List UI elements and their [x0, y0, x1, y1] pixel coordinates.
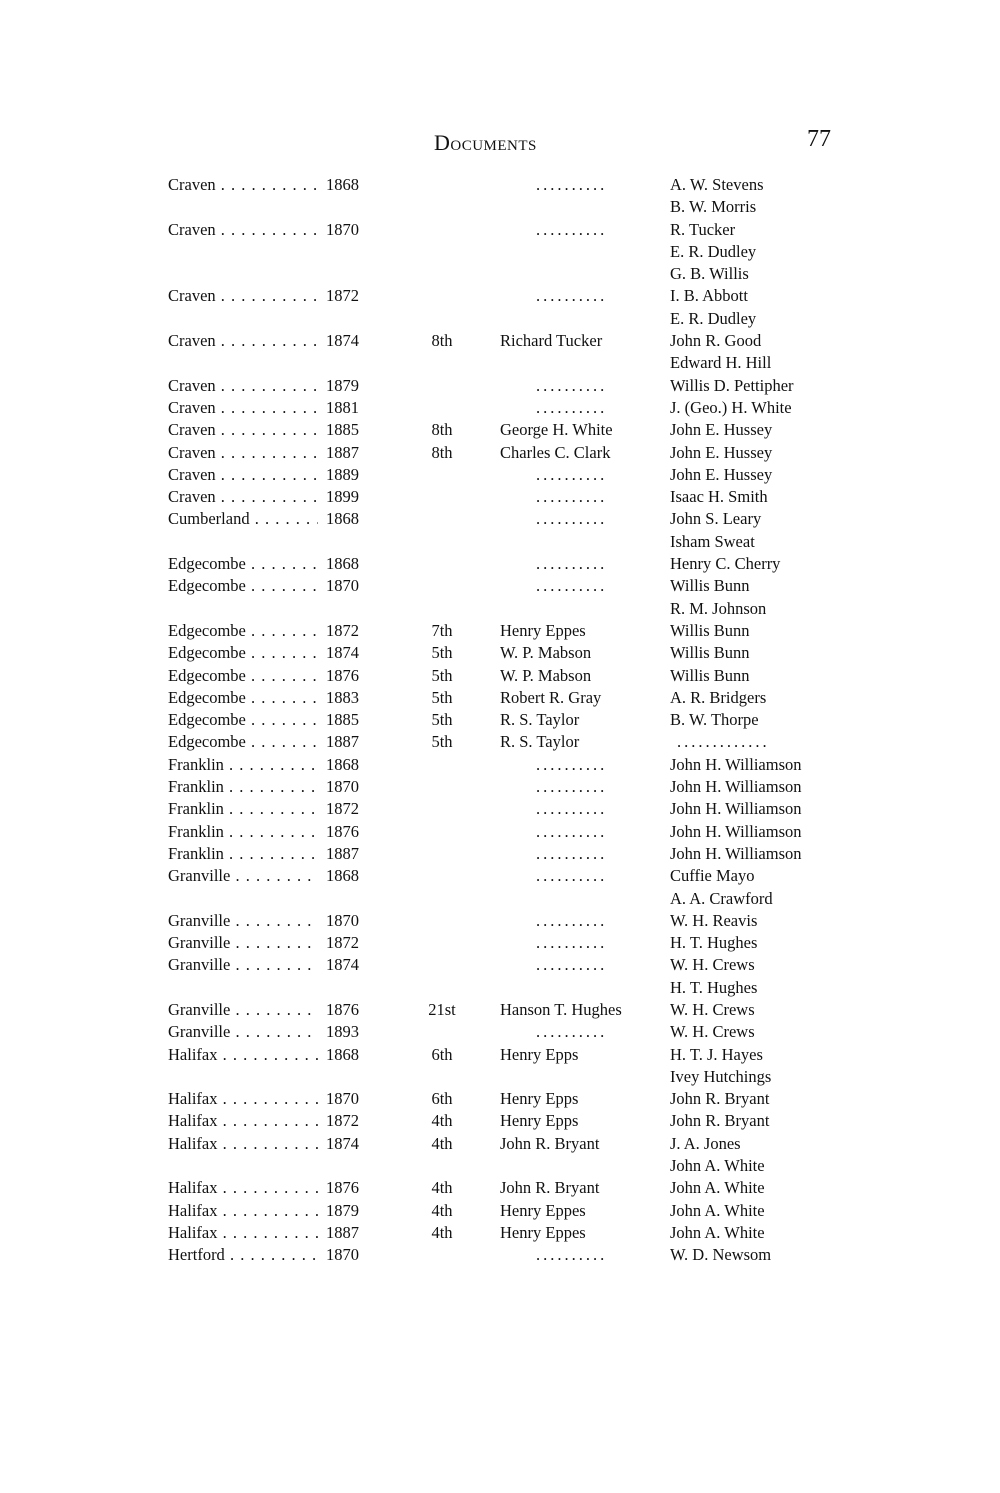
representative-cell: Ivey Hutchings: [670, 1066, 772, 1086]
representative-cell: John E. Hussey: [670, 464, 773, 484]
year-cell: 1870: [322, 219, 376, 241]
year-cell: 1870: [322, 1088, 376, 1110]
table-row: [0, 486, 1000, 508]
year-cell: 1868: [322, 1044, 376, 1066]
year-cell: 1885: [322, 709, 376, 731]
congressman-cell: ..........: [536, 866, 608, 886]
representative-cell: Isham Sweat: [670, 531, 755, 551]
year-cell: 1876: [322, 665, 376, 687]
county-cell: Franklin . . .: [168, 843, 318, 865]
table-row: [0, 821, 1000, 843]
representative-cell: J. A. Jones: [670, 1133, 741, 1153]
district-cell: 6th: [431, 1089, 453, 1109]
year-cell: 1868: [322, 865, 376, 887]
representative-cell: W. H. Reavis: [670, 910, 758, 930]
county-cell: Granville . . .: [168, 932, 318, 954]
county-cell: Craven . . .: [168, 285, 318, 307]
table-row: [0, 754, 1000, 776]
year-cell: 1889: [322, 464, 376, 486]
representative-cell: John S. Leary: [670, 509, 762, 529]
representative-cell: John H. Williamson: [670, 777, 802, 797]
district-cell: 4th: [431, 1178, 453, 1198]
congressman-cell: Hanson T. Hughes: [500, 999, 622, 1019]
representative-cell: E. R. Dudley: [670, 241, 757, 261]
table-row: [0, 442, 1000, 464]
county-cell: Cumberland . . .: [168, 508, 318, 530]
year-cell: 1870: [322, 776, 376, 798]
congressman-cell: ..........: [536, 843, 608, 863]
representative-cell: John A. White: [670, 1222, 765, 1242]
table-row: [0, 397, 1000, 419]
page-number: 77: [807, 126, 831, 152]
table-row: [0, 174, 1000, 196]
county-cell: Edgecombe . . .: [168, 731, 318, 753]
county-cell: Edgecombe . . .: [168, 575, 318, 597]
representative-cell: Edward H. Hill: [670, 353, 772, 373]
table-row: [0, 843, 1000, 865]
congressman-cell: Henry Epps: [500, 1111, 579, 1131]
year-cell: 1899: [322, 486, 376, 508]
representative-cell: H. T. J. Hayes: [670, 1044, 763, 1064]
year-cell: 1887: [322, 442, 376, 464]
representative-cell: E. R. Dudley: [670, 308, 757, 328]
representative-cell: John A. White: [670, 1156, 765, 1176]
year-cell: 1879: [322, 375, 376, 397]
year-cell: 1868: [322, 754, 376, 776]
county-cell: Franklin . . .: [168, 754, 318, 776]
representative-cell: Willis Bunn: [670, 643, 750, 663]
representative-cell: John A. White: [670, 1200, 765, 1220]
page-title: Documents: [434, 130, 537, 155]
district-cell: 21st: [428, 999, 456, 1019]
table-row: [0, 1200, 1000, 1222]
table-row: [0, 553, 1000, 575]
table-row: [0, 620, 1000, 642]
county-cell: Edgecombe . . .: [168, 665, 318, 687]
congressman-cell: ..........: [536, 777, 608, 797]
district-cell: 4th: [431, 1200, 453, 1220]
county-cell: Granville . . .: [168, 999, 318, 1021]
year-cell: 1870: [322, 575, 376, 597]
representative-cell: G. B. Willis: [670, 264, 749, 284]
year-cell: 1872: [322, 1110, 376, 1132]
congressman-cell: R. S. Taylor: [500, 732, 580, 752]
county-cell: Granville . . .: [168, 910, 318, 932]
table-row: [0, 375, 1000, 397]
district-cell: 8th: [431, 420, 453, 440]
table-row: [0, 1222, 1000, 1244]
county-cell: Halifax . . .: [168, 1177, 318, 1199]
table-row: [0, 865, 1000, 887]
representative-cell: John A. White: [670, 1178, 765, 1198]
representative-cell: B. W. Thorpe: [670, 710, 759, 730]
district-cell: 8th: [431, 331, 453, 351]
table-row: [0, 776, 1000, 798]
representative-cell: John E. Hussey: [670, 442, 773, 462]
district-cell: 8th: [431, 442, 453, 462]
representative-cell: John E. Hussey: [670, 420, 773, 440]
table-row: [0, 1133, 1000, 1155]
records-table: [0, 174, 1000, 1267]
table-row: [0, 1021, 1000, 1043]
county-cell: Edgecombe . . .: [168, 709, 318, 731]
table-row: [0, 196, 1000, 218]
county-cell: Halifax . . .: [168, 1088, 318, 1110]
county-cell: Craven . . .: [168, 397, 318, 419]
year-cell: 1870: [322, 1244, 376, 1266]
year-cell: 1883: [322, 687, 376, 709]
table-row: [0, 330, 1000, 352]
table-row: [0, 352, 1000, 374]
representative-cell: Willis Bunn: [670, 576, 750, 596]
representative-cell: I. B. Abbott: [670, 286, 748, 306]
year-cell: 1872: [322, 620, 376, 642]
district-cell: 4th: [431, 1222, 453, 1242]
congressman-cell: Charles C. Clark: [500, 442, 611, 462]
year-cell: 1868: [322, 553, 376, 575]
county-cell: Craven . . .: [168, 330, 318, 352]
representative-cell: A. A. Crawford: [670, 888, 773, 908]
year-cell: 1876: [322, 999, 376, 1021]
year-cell: 1885: [322, 419, 376, 441]
county-cell: Craven . . .: [168, 375, 318, 397]
congressman-cell: Richard Tucker: [500, 331, 603, 351]
year-cell: 1874: [322, 954, 376, 976]
congressman-cell: Henry Epps: [500, 1044, 579, 1064]
representative-cell: Willis D. Pettipher: [670, 375, 794, 395]
table-row: [0, 932, 1000, 954]
county-cell: Halifax . . .: [168, 1110, 318, 1132]
table-row: [0, 888, 1000, 910]
representative-cell: W. H. Crews: [670, 955, 755, 975]
table-row: [0, 508, 1000, 530]
table-row: [0, 241, 1000, 263]
table-row: [0, 731, 1000, 753]
table-row: [0, 464, 1000, 486]
year-cell: 1872: [322, 285, 376, 307]
representative-cell: R. M. Johnson: [670, 598, 767, 618]
county-cell: Edgecombe . . .: [168, 642, 318, 664]
county-cell: Halifax . . .: [168, 1133, 318, 1155]
congressman-cell: ..........: [536, 219, 608, 239]
representative-cell: John R. Bryant: [670, 1089, 770, 1109]
year-cell: 1874: [322, 1133, 376, 1155]
representative-cell: A. W. Stevens: [670, 175, 764, 194]
table-row: [0, 1088, 1000, 1110]
table-row: [0, 977, 1000, 999]
congressman-cell: ..........: [536, 286, 608, 306]
district-cell: 5th: [431, 732, 453, 752]
representative-cell: W. H. Crews: [670, 999, 755, 1019]
county-cell: Granville . . .: [168, 954, 318, 976]
representative-cell: Isaac H. Smith: [670, 487, 768, 507]
congressman-cell: W. P. Mabson: [500, 665, 592, 685]
representative-cell: John R. Good: [670, 331, 762, 351]
congressman-cell: ..........: [536, 910, 608, 930]
congressman-cell: ..........: [536, 1022, 608, 1042]
year-cell: 1887: [322, 1222, 376, 1244]
congressman-cell: Henry Epps: [500, 1089, 579, 1109]
table-row: [0, 1244, 1000, 1266]
congressman-cell: John R. Bryant: [500, 1133, 600, 1153]
county-cell: Edgecombe . . .: [168, 687, 318, 709]
table-row: [0, 1044, 1000, 1066]
county-cell: Granville . . .: [168, 865, 318, 887]
table-row: [0, 798, 1000, 820]
county-cell: Franklin . . .: [168, 798, 318, 820]
congressman-cell: ..........: [536, 375, 608, 395]
year-cell: 1872: [322, 798, 376, 820]
year-cell: 1870: [322, 910, 376, 932]
county-cell: Craven . . .: [168, 419, 318, 441]
district-cell: 4th: [431, 1133, 453, 1153]
county-cell: Franklin . . .: [168, 821, 318, 843]
congressman-cell: ..........: [536, 821, 608, 841]
congressman-cell: Henry Eppes: [500, 1222, 586, 1242]
table-row: [0, 219, 1000, 241]
district-cell: 5th: [431, 710, 453, 730]
representative-cell: J. (Geo.) H. White: [670, 397, 792, 417]
representative-cell: W. D. Newsom: [670, 1245, 772, 1265]
representative-cell: A. R. Bridgers: [670, 687, 767, 707]
congressman-cell: ..........: [536, 464, 608, 484]
representative-cell: W. H. Crews: [670, 1022, 755, 1042]
representative-cell: H. T. Hughes: [670, 933, 758, 953]
year-cell: 1893: [322, 1021, 376, 1043]
table-row: [0, 308, 1000, 330]
congressman-cell: ..........: [536, 487, 608, 507]
congressman-cell: ..........: [536, 554, 608, 574]
congressman-cell: ..........: [536, 799, 608, 819]
year-cell: 1879: [322, 1200, 376, 1222]
county-cell: Edgecombe . . .: [168, 553, 318, 575]
year-cell: 1874: [322, 642, 376, 664]
table-row: [0, 665, 1000, 687]
county-cell: Halifax . . .: [168, 1200, 318, 1222]
year-cell: 1868: [322, 508, 376, 530]
congressman-cell: ..........: [536, 576, 608, 596]
representative-cell: John H. Williamson: [670, 799, 802, 819]
representative-cell: H. T. Hughes: [670, 977, 758, 997]
table-row: [0, 954, 1000, 976]
representative-cell: John H. Williamson: [670, 754, 802, 774]
representative-cell: John H. Williamson: [670, 821, 802, 841]
year-cell: 1872: [322, 932, 376, 954]
representative-cell: John H. Williamson: [670, 843, 802, 863]
year-cell: 1876: [322, 1177, 376, 1199]
table-row: [0, 709, 1000, 731]
table-row: [0, 1155, 1000, 1177]
representative-cell: R. Tucker: [670, 219, 736, 239]
table-row: [0, 1110, 1000, 1132]
year-cell: 1876: [322, 821, 376, 843]
table-row: [0, 999, 1000, 1021]
table-row: [0, 531, 1000, 553]
table-row: [0, 1177, 1000, 1199]
congressman-cell: W. P. Mabson: [500, 643, 592, 663]
congressman-cell: ..........: [536, 509, 608, 529]
county-cell: Edgecombe . . .: [168, 620, 318, 642]
representative-cell: B. W. Morris: [670, 197, 757, 217]
congressman-cell: ..........: [536, 397, 608, 417]
congressman-cell: ..........: [536, 955, 608, 975]
table-row: [0, 263, 1000, 285]
page-header: [0, 126, 1000, 160]
representative-cell: John R. Bryant: [670, 1111, 770, 1131]
county-cell: Craven . . .: [168, 219, 318, 241]
year-cell: 1881: [322, 397, 376, 419]
county-cell: Craven . . .: [168, 442, 318, 464]
table-row: [0, 910, 1000, 932]
county-cell: Granville . . .: [168, 1021, 318, 1043]
representative-cell: Cuffie Mayo: [670, 866, 755, 886]
congressman-cell: ..........: [536, 754, 608, 774]
representative-cell: .............: [677, 732, 770, 752]
county-cell: Craven . . .: [168, 174, 318, 196]
congressman-cell: R. S. Taylor: [500, 710, 580, 730]
table-row: [0, 642, 1000, 664]
congressman-cell: Henry Eppes: [500, 620, 586, 640]
county-cell: Halifax . . .: [168, 1222, 318, 1244]
district-cell: 5th: [431, 687, 453, 707]
year-cell: 1887: [322, 731, 376, 753]
representative-cell: Willis Bunn: [670, 620, 750, 640]
table-row: [0, 419, 1000, 441]
congressman-cell: Robert R. Gray: [500, 687, 602, 707]
county-cell: Halifax . . .: [168, 1044, 318, 1066]
congressman-cell: John R. Bryant: [500, 1178, 600, 1198]
district-cell: 6th: [431, 1044, 453, 1064]
congressman-cell: ..........: [536, 933, 608, 953]
table-row: [0, 1066, 1000, 1088]
table-row: [0, 598, 1000, 620]
representative-cell: Willis Bunn: [670, 665, 750, 685]
year-cell: 1868: [322, 174, 376, 196]
congressman-cell: Henry Eppes: [500, 1200, 586, 1220]
table-row: [0, 285, 1000, 307]
year-cell: 1874: [322, 330, 376, 352]
year-cell: 1887: [322, 843, 376, 865]
congressman-cell: ..........: [536, 1245, 608, 1265]
county-cell: Franklin . . .: [168, 776, 318, 798]
district-cell: 5th: [431, 643, 453, 663]
district-cell: 7th: [431, 620, 453, 640]
congressman-cell: ..........: [536, 175, 608, 194]
table-row: [0, 687, 1000, 709]
table-row: [0, 575, 1000, 597]
county-cell: Craven . . .: [168, 464, 318, 486]
district-cell: 5th: [431, 665, 453, 685]
district-cell: 4th: [431, 1111, 453, 1131]
representative-cell: Henry C. Cherry: [670, 554, 781, 574]
county-cell: Hertford . . .: [168, 1244, 318, 1266]
congressman-cell: George H. White: [500, 420, 613, 440]
county-cell: Craven . . .: [168, 486, 318, 508]
